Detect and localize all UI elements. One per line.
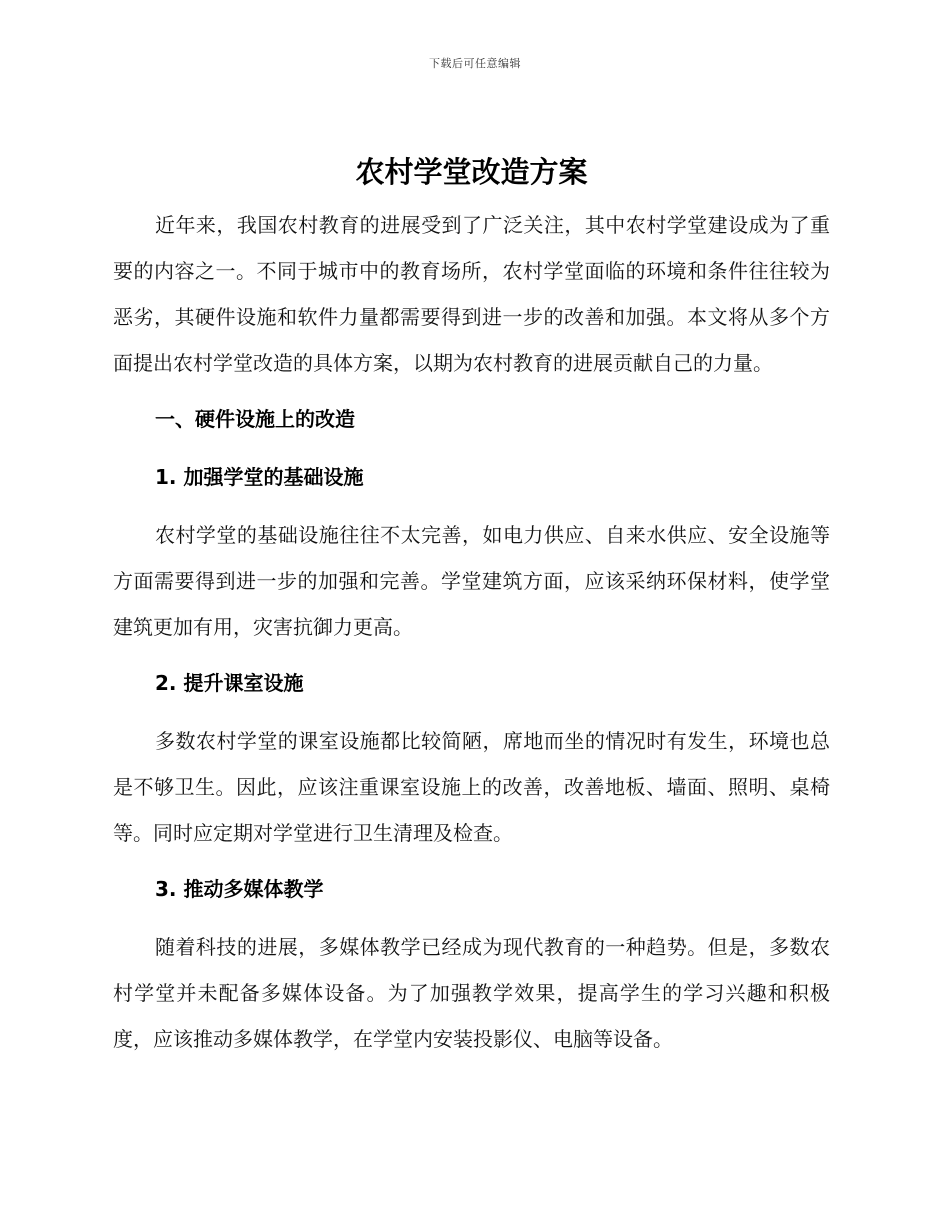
document-body <box>113 150 830 1062</box>
document-title: 农村学堂改造方案 <box>355 155 588 189</box>
section-heading: 一、硬件设施上的改造 <box>155 407 355 431</box>
spacer <box>113 442 830 454</box>
intro-paragraph: 近年来，我国农村教育的进展受到了广泛关注，其中农村学堂建设成为了重要的内容之一。不同于城市中的教育场所，农村学堂面临的环境和条件往往较为恶劣，其硬件设施和软件力量都需要得到进一步的改善和加强。本文将从多个方面提出农村学堂改造的具体方案，以期为农村教育的进展贡献自己的力量。 <box>113 213 830 375</box>
spacer <box>113 912 830 924</box>
subsection-body-3: 随着科技的进展，多媒体教学已经成为现代教育的一种趋势。但是，多数农村学堂并未配备多媒体设备。为了加强教学效果，提高学生的学习兴趣和积极度，应该推动多媒体教学，在学堂内安装投影仪、电脑等设备。 <box>113 935 830 1051</box>
spacer <box>113 650 830 660</box>
subsection-body-1: 农村学堂的基础设施往往不太完善，如电力供应、自来水供应、安全设施等方面需要得到进一步的加强和完善。学堂建筑方面，应该采纳环保材料，使学堂建筑更加有用，灾害抗御力更高。 <box>113 523 830 639</box>
subsection-body-2: 多数农村学堂的课室设施都比较简陋，席地而坐的情况时有发生，环境也总是不够卫生。因此，应该注重课室设施上的改善，改善地板、墙面、照明、桌椅等。同时应定期对学堂进行卫生清理及检查。 <box>113 729 830 845</box>
spacer <box>113 856 830 866</box>
spacer <box>113 500 830 512</box>
header-note: 下载后可任意编辑 <box>429 57 521 70</box>
spacer <box>113 706 830 718</box>
subsection-heading-2: 2. 提升课室设施 <box>155 671 304 695</box>
subsection-heading-3: 3. 推动多媒体教学 <box>155 877 324 901</box>
subsection-heading-1: 1. 加强学堂的基础设施 <box>155 465 364 489</box>
spacer <box>113 386 830 396</box>
